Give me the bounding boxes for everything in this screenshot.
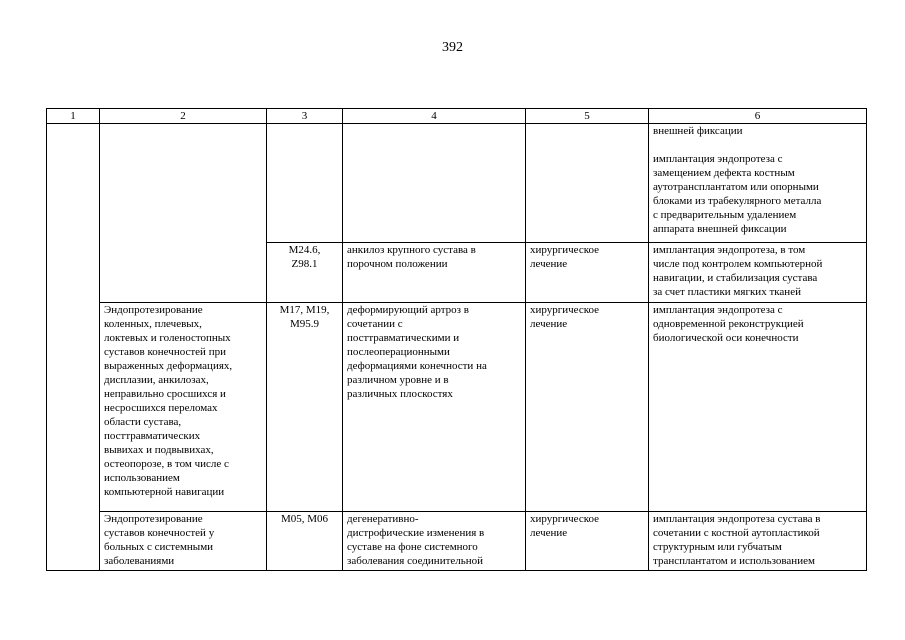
method-text-part-1: внешней фиксации: [653, 125, 743, 137]
table-row: [47, 124, 867, 243]
cell-diagnosis: анкилоз крупного сустава в порочном положении: [343, 243, 526, 303]
cell-diagnosis: деформирующий артроз в сочетании с посттравматическими и послеоперационными деформациями конечности на различном уровне и в различных плоскостях: [343, 303, 526, 512]
cell-method: имплантация эндопротеза сустава в сочетании с костной аутопластикой структурным или губчатым трансплантатом и использованием: [649, 512, 867, 571]
column-header-2: 2: [100, 109, 267, 124]
cell-method: [649, 124, 867, 243]
cell-codes: M05, M06: [267, 512, 343, 571]
method-text-part-2: имплантация эндопротеза с замещением дефекта костным аутотрансплантатом или опорными блоками из трабекулярного металла с предварительным удалением аппарата внешней фиксации: [653, 153, 822, 235]
cell-codes: M17, M19, M95.9: [267, 303, 343, 512]
cell-diagnosis: дегенеративно- дистрофические изменения в суставе на фоне системного заболевания соединительной: [343, 512, 526, 571]
cell-diagnosis: [343, 124, 526, 243]
page-number: 392: [442, 40, 463, 55]
table-header-row: [47, 109, 867, 124]
column-header-6: 6: [649, 109, 867, 124]
cell-number-column: [47, 124, 100, 571]
medical-procedures-table: [46, 108, 867, 571]
cell-treatment-type: хирургическое лечение: [526, 243, 649, 303]
column-header-5: 5: [526, 109, 649, 124]
cell-method: имплантация эндопротеза с одновременной реконструкцией биологической оси конечности: [649, 303, 867, 512]
cell-treatment-type: хирургическое лечение: [526, 303, 649, 512]
cell-codes: [267, 124, 343, 243]
cell-procedure-name: Эндопротезирование суставов конечностей у больных с системными заболеваниями: [100, 512, 267, 571]
cell-procedure-name: Эндопротезирование коленных, плечевых, локтевых и голеностопных суставов конечностей при выраженных деформациях, дисплазии, анкилозах, неправильно сросшихся и несросшихся переломах области сустава, посттравматических вывихах и подвывихах, остеопорозе, в том числе с использованием компьютерной навигации: [100, 303, 267, 512]
column-header-3: 3: [267, 109, 343, 124]
cell-codes: M24.6, Z98.1: [267, 243, 343, 303]
column-header-4: 4: [343, 109, 526, 124]
column-header-1: 1: [47, 109, 100, 124]
cell-method: имплантация эндопротеза, в том числе под контролем компьютерной навигации, и стабилизация сустава за счет пластики мягких тканей: [649, 243, 867, 303]
table-row: [47, 303, 867, 512]
table-row: [47, 512, 867, 571]
cell-treatment-type: [526, 124, 649, 243]
cell-procedure-name-continuation: [100, 124, 267, 303]
cell-treatment-type: хирургическое лечение: [526, 512, 649, 571]
